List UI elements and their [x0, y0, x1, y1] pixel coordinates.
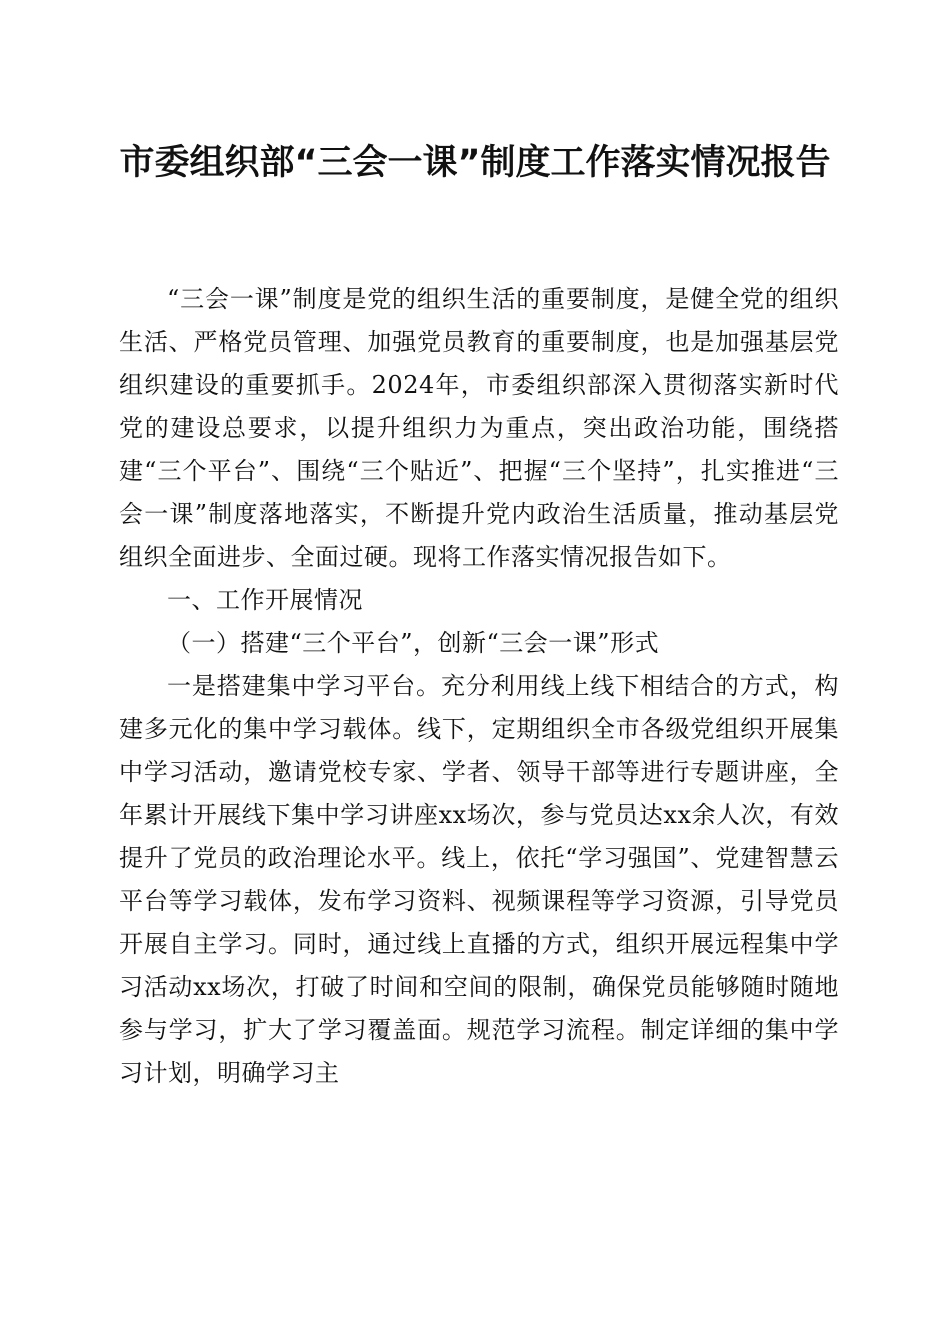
intro-paragraph: “三会一课”制度是党的组织生活的重要制度，是健全党的组织生活、严格党员管理、加强党员教育的重要制度，也是加强基层党组织建设的重要抓手。2024年，市委组织部深入贯彻落实新时代党的建设总要求，以提升组织力为重点，突出政治功能，围绕搭建“三个平台”、围绕“三个贴近”、把握“三个坚持”，扎实推进“三会一课”制度落地落实，不断提升党内政治生活质量，推动基层党组织全面进步、全面过硬。现将工作落实情况报告如下。 — [119, 285, 839, 571]
section-heading: 一、工作开展情况 — [167, 586, 363, 614]
body-paragraph — [119, 665, 839, 1095]
document-body — [119, 278, 839, 1095]
paragraph-lead: 一是搭建集中学习平台。 — [167, 672, 441, 700]
subsection-heading: （一）搭建“三个平台”，创新“三会一课”形式 — [167, 629, 660, 657]
document-title: 市委组织部“三会一课”制度工作落实情况报告 — [119, 143, 831, 183]
paragraph-body: 充分利用线上线下相结合的方式，构建多元化的集中学习载体。线下，定期组织全市各级党组织开展集中学习活动，邀请党校专家、学者、领导干部等进行专题讲座，全年累计开展线下集中学习讲座xx场次，参与党员达xx余人次，有效提升了党员的政治理论水平。线上，依托“学习强国”、党建智慧云平台等学习载体，发布学习资料、视频课程等学习资源，引导党员开展自主学习。同时，通过线上直播的方式，组织开展远程集中学习活动xx场次，打破了时间和空间的限制，确保党员能够随时随地参与学习，扩大了学习覆盖面。规范学习流程。制定详细的集中学习计划，明确学习主 — [119, 672, 840, 1087]
